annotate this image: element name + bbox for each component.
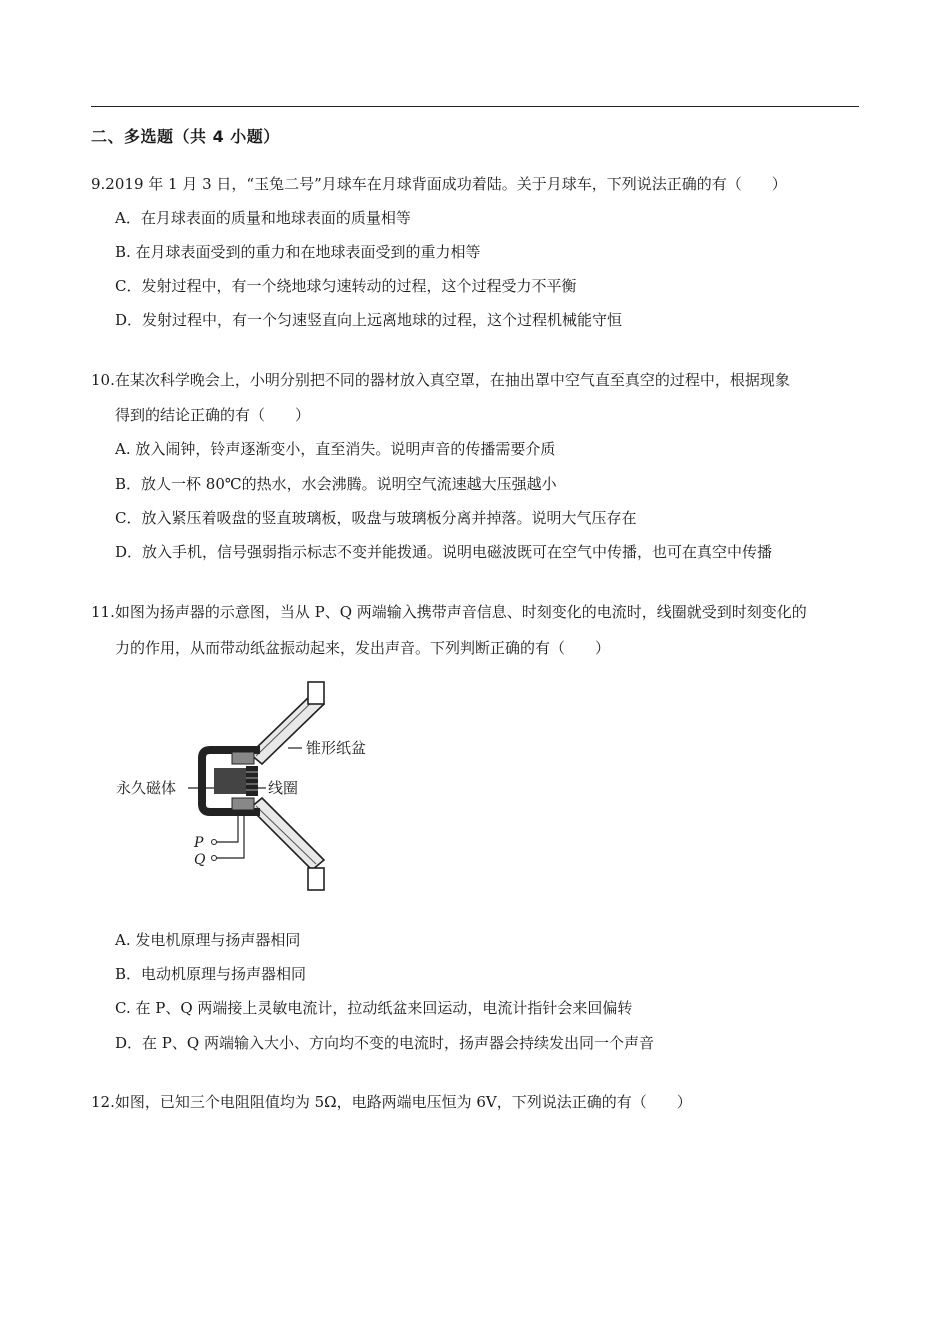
label-p: P	[194, 835, 204, 851]
question-11-stem-line-1: 11.如图为扬声器的示意图，当从 P、Q 两端输入携带声音信息、时刻变化的电流时，线圈就受到时刻变化的	[91, 603, 807, 621]
question-9-option-d: D．发射过程中，有一个匀速竖直向上远离地球的过程，这个过程机械能守恒	[115, 311, 623, 329]
question-11-option-c: C. 在 P、Q 两端接上灵敏电流计，拉动纸盆来回运动，电流计指针会来回偏转	[115, 999, 633, 1017]
top-rule	[91, 106, 859, 107]
question-10-stem-line-2: 得到的结论正确的有（ ）	[115, 406, 311, 424]
question-10-option-a: A. 放入闹钟，铃声逐渐变小，直至消失。说明声音的传播需要介质	[115, 440, 556, 458]
question-12-stem: 12.如图，已知三个电阻阻值均为 5Ω，电路两端电压恒为 6V，下列说法正确的有（ ）	[91, 1093, 692, 1111]
section-title: 二、多选题（共 4 小题）	[91, 127, 280, 146]
question-10-option-b: B．放人一杯 80℃的热水，水会沸腾。说明空气流速越大压强越小	[115, 475, 557, 493]
question-11-option-d: D．在 P、Q 两端输入大小、方向均不变的电流时，扬声器会持续发出同一个声音	[115, 1034, 654, 1052]
question-9-option-c: C．发射过程中，有一个绕地球匀速转动的过程，这个过程受力不平衡	[115, 277, 577, 295]
speaker-diagram	[110, 672, 370, 898]
label-coil: 线圈	[268, 779, 299, 797]
label-q: Q	[194, 852, 206, 868]
question-11-option-b: B．电动机原理与扬声器相同	[115, 965, 307, 983]
question-9-option-b: B. 在月球表面受到的重力和在地球表面受到的重力相等	[115, 243, 481, 261]
label-magnet: 永久磁体	[116, 779, 177, 797]
question-10-option-c: C．放入紧压着吸盘的竖直玻璃板，吸盘与玻璃板分离并掉落。说明大气压存在	[115, 509, 637, 527]
question-11-stem-line-2: 力的作用，从而带动纸盆振动起来，发出声音。下列判断正确的有（ ）	[115, 639, 611, 657]
label-cone: 锥形纸盆	[306, 739, 367, 757]
question-10-stem-line-1: 10.在某次科学晚会上，小明分别把不同的器材放入真空罩，在抽出罩中空气直至真空的过程中，根据现象	[91, 371, 790, 389]
question-9-stem: 9.2019 年 1 月 3 日，“玉兔二号”月球车在月球背面成功着陆。关于月球车，下列说法正确的有（ ）	[91, 175, 787, 193]
question-11-option-a: A. 发电机原理与扬声器相同	[115, 931, 301, 949]
speaker-diagram-svg	[110, 672, 370, 898]
question-9-option-a: A．在月球表面的质量和地球表面的质量相等	[115, 209, 411, 227]
question-10-option-d: D．放入手机，信号强弱指示标志不变并能拨通。说明电磁波既可在空气中传播，也可在真空中传播	[115, 543, 773, 561]
